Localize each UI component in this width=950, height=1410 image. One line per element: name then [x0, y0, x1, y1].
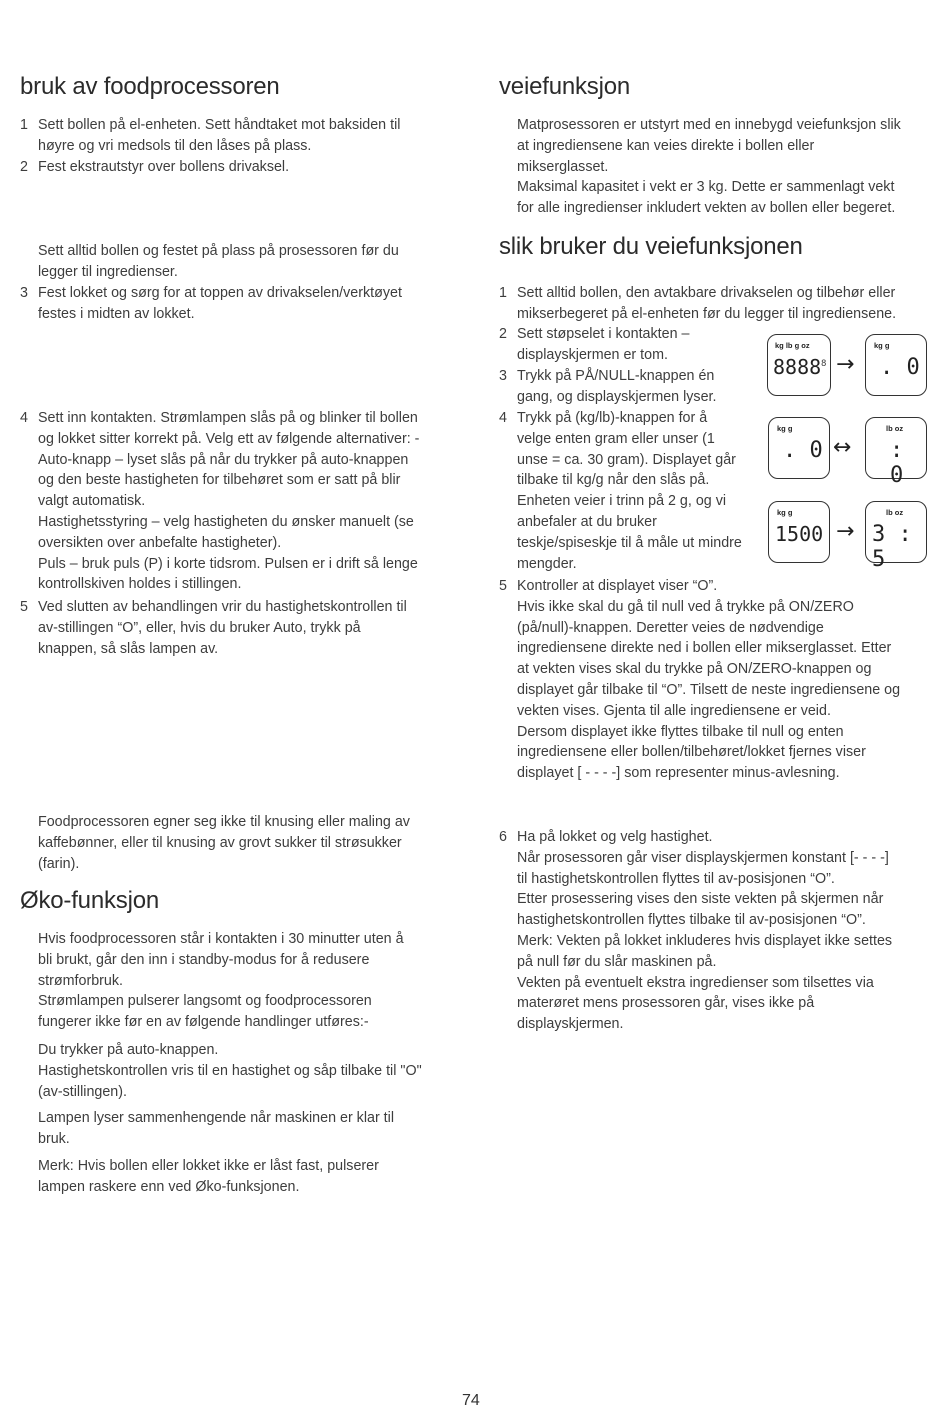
veie-item-5: 5 Kontroller at displayet viser “O”. Hvis ikke skal du gå til null ved å trykke på ON/ZERO (på/null)-knappen. Deretter veies de nødvendige ingrediensene direkte ned i bollen eller mikserglasset. Etter at vekten vises skal du trykke på ON/ZERO-knappen og displayet går tilbake til “O”. Tilsett de neste ingrediensene og vekten vises. Gjenta til alle ingrediensene er veid. Dersom displayet ikke flyttes tilbake til null og enten ingrediensene eller bollen/tilbehøret/lokket fjernes viser displayet [ - - - -] som representer minus-avlesning.: [499, 578, 901, 782]
bruk-item-3: 3 Fest lokket og sørg for at toppen av drivakselen/verktøyet festes i midten av lokket.: [20, 285, 402, 322]
note-bowl: Sett alltid bollen og festet på plass på prosessoren før du legger til ingredienser.: [38, 243, 399, 280]
veie-item-6: 6 Ha på lokket og velg hastighet. Når prosessoren går viser displayskjermen konstant [- - - -] til hastighetskontrollen flyttes til av-posisjonen “O”. Etter prosessering vises den siste vekten på skjermen når hastighetskontrollen flyttes tilbake til av-posisjonen “O”. Merk: Vekten på lokket inkluderes hvis displayet ikke settes på null før du slår maskinen på. Vekten på eventuelt ekstra ingredienser som tilsettes via materøret mens prosessoren går, vises ikke på displayskjermen.: [499, 829, 893, 1033]
heading-slik: slik bruker du veiefunksjonen: [499, 233, 803, 260]
lcd-display-kg-zero: kg g . 0: [865, 334, 927, 396]
heading-oko: Øko-funksjon: [20, 887, 159, 914]
veie-item-1: 1 Sett alltid bollen, den avtakbare drivakselen og tilbehør eller mikserbegeret på el-enheten før du legger til ingrediensene.: [499, 285, 897, 322]
page-number: 74: [462, 1392, 480, 1409]
veie-item-3: 3 Trykk på PÅ/NULL-knappen én gang, og displayskjermen lyser.: [499, 368, 717, 405]
lcd-display-1500: kg g 1500: [768, 501, 830, 563]
veie-item-2: 2 Sett støpselet i kontakten – displayskjermen er tom.: [499, 326, 690, 363]
lcd-display-lb-zero: lb oz : 0: [865, 417, 927, 479]
bruk-item-2: 2 Fest ekstrautstyr over bollens drivaksel.: [20, 159, 290, 175]
lcd-display-all-segments: kg lb g oz 8888 8: [767, 334, 831, 396]
lcd-display-kg-zero-2: kg g . 0: [768, 417, 830, 479]
note-grinding: Foodprocessoren egner seg ikke til knusing eller maling av kaffebønner, eller til knusing av grovt sukker til strøsukker (farin).: [38, 814, 410, 872]
double-arrow-icon: ↔: [833, 435, 852, 460]
heading-bruk: bruk av foodprocessoren: [20, 73, 280, 100]
bruk-item-5: 5 Ved slutten av behandlingen vrir du hastighetskontrollen til av-stillingen “O”, eller, hvis du bruker Auto, trykk på knappen, så slås lampen av.: [20, 599, 407, 657]
bruk-item-1: 1 Sett bollen på el-enheten. Sett håndtaket mot baksiden til høyre og vri medsols til den låses på plass.: [20, 117, 401, 154]
bruk-item-4: 4 Sett inn kontakten. Strømlampen slås på og blinker til bollen og lokket sitter korrekt på. Velg ett av følgende alternativer: - Auto-knapp – lyset slås på når du trykker på auto-knappen og den beste hastigheten for tilbehøret som er satt på blir valgt automatisk. Hastighetsstyring – velg hastigheten du ønsker manuelt (se oversikten over anbefalte hastigheter). Puls – bruk puls (P) i korte tidsrom. Pulsen er i drift så lenge kontrollskiven holdes i stillingen.: [20, 410, 420, 593]
oko-paragraph-1: Hvis foodprocessoren står i kontakten i 30 minutter uten å bli brukt, går den inn i standby-modus for å redusere strømforbruk. Strømlampen pulserer langsomt og foodprocessoren fungerer ikke før en av følgende handlinger utføres:-: [38, 931, 404, 1031]
veie-paragraph: Matprosessoren er utstyrt med en innebygd veiefunksjon slik at ingrediensene kan veies direkte i bollen eller mikserglasset. Maksimal kapasitet i vekt er 3 kg. Dette er sammenlagt vekt for alle ingredienser inkludert vekten av bollen eller begeret.: [517, 117, 901, 217]
oko-paragraph-4: Merk: Hvis bollen eller lokket ikke er låst fast, pulserer lampen raskere enn ved Øko-funksjonen.: [38, 1158, 379, 1195]
heading-veie: veiefunksjon: [499, 73, 631, 100]
arrow-right-icon-2: →: [836, 519, 855, 544]
veie-item-4: 4 Trykk på (kg/lb)-knappen for å velge enten gram eller unser (1 unse = ca. 30 gram). Displayet går tilbake til kg/g når den slås på. Enheten veier i trinn på 2 g, og vi anbefaler at du bruker teskje/spiseskje til å måle ut mindre mengder.: [499, 410, 742, 572]
lcd-display-3-5: lb oz 3 : 5: [865, 501, 927, 563]
oko-paragraph-3: Lampen lyser sammenhengende når maskinen er klar til bruk.: [38, 1110, 395, 1147]
oko-paragraph-2: Du trykker på auto-knappen. Hastighetskontrollen vris til en hastighet og såp tilbake til "O" (av-stillingen).: [38, 1042, 422, 1100]
arrow-right-icon: →: [836, 352, 855, 377]
